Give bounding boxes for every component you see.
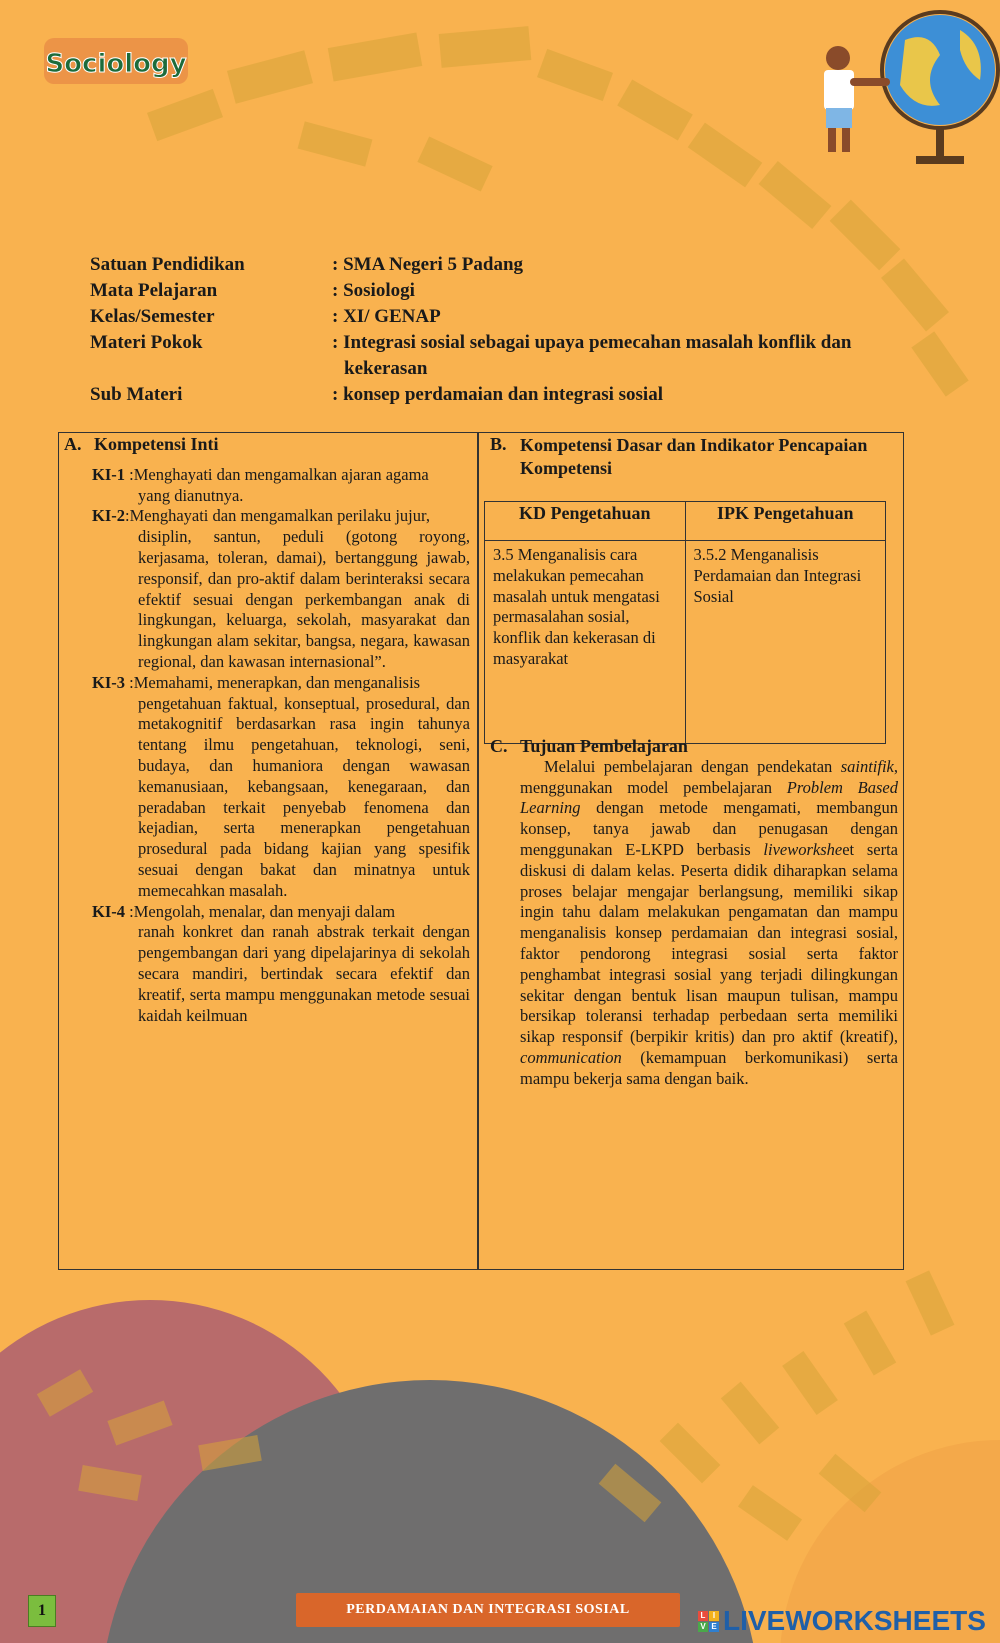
ki-item bbox=[92, 506, 470, 672]
logo-cell: E bbox=[709, 1622, 719, 1632]
header-value: : XI/ GENAP bbox=[332, 306, 441, 327]
para-text: dengan metode mengamati, membangun konsep, tanya jawab dan penugasan dengan menggunakan E-LKPD berbasis bbox=[520, 798, 898, 859]
ki-item bbox=[92, 902, 470, 1027]
logo-cell: L bbox=[698, 1611, 708, 1621]
logo-text: Sociology bbox=[45, 49, 187, 79]
section-tujuan-pembelajaran bbox=[490, 736, 898, 1090]
document-header-info bbox=[90, 252, 910, 408]
table-row bbox=[485, 541, 886, 744]
ki-head-line bbox=[92, 902, 470, 923]
ki-body-text: pengetahuan faktual, konseptual, prosedural, dan metakognitif berdasarkan rasa ingin tahunya tentang ilmu pengetahuan, teknologi, seni, budaya, dan humaniora dengan wawasan kemanusiaan, kebangsaan, kenegaraan, dan peradaban terkait penyebab fenomena dan kejadian, serta menerapkan pengetahuan prosedural pada bidang kajian yang spesifik sesuai dengan bakat dan minatnya untuk memecahkan masalah. bbox=[138, 693, 470, 900]
para-italic: Problem Based Learning bbox=[520, 777, 898, 818]
ki-item bbox=[92, 465, 470, 507]
section-title bbox=[490, 736, 898, 757]
header-row-mapel bbox=[90, 278, 910, 304]
kid-with-globe-illustration bbox=[820, 0, 1000, 180]
ki-code: KI-1 bbox=[92, 464, 125, 484]
para-italic: communication bbox=[520, 1047, 622, 1067]
section-title-text: Kompetensi Dasar dan Indikator Pencapaian Kompetensi bbox=[520, 435, 868, 478]
table-header-ipk: IPK Pengetahuan bbox=[685, 502, 886, 541]
header-label: Satuan Pendidikan bbox=[90, 254, 245, 275]
section-title bbox=[490, 434, 900, 480]
section-letter: B. bbox=[490, 434, 507, 454]
ki-head-line bbox=[92, 673, 470, 694]
column-divider bbox=[477, 432, 479, 1270]
ki-head-line bbox=[92, 506, 470, 527]
section-title-text: Kompetensi Inti bbox=[94, 434, 219, 454]
ki-code: KI-3 bbox=[92, 672, 125, 692]
ki-code: KI-2 bbox=[92, 506, 125, 526]
header-label: Mata Pelajaran bbox=[90, 280, 218, 301]
section-kompetensi-dasar bbox=[490, 434, 900, 490]
section-letter: C. bbox=[490, 736, 508, 756]
header-value-group bbox=[332, 330, 910, 382]
ki-head-line bbox=[92, 465, 470, 486]
para-italic: liveworkshe bbox=[763, 839, 843, 859]
header-row-kelas bbox=[90, 304, 910, 330]
header-row-submateri bbox=[90, 382, 910, 408]
table-cell-kd: 3.5 Menganalisis cara melakukan pemecahan masalah untuk mengatasi permasalahan sosial, konflik dan kekerasan di masyarakat bbox=[485, 541, 686, 744]
header-value-continued: kekerasan bbox=[344, 358, 428, 379]
logo-cell: V bbox=[698, 1622, 708, 1632]
kd-ipk-table bbox=[484, 501, 886, 744]
liveworksheets-brand[interactable] bbox=[698, 1604, 986, 1638]
sociology-logo bbox=[42, 32, 190, 90]
section-title-text: Tujuan Pembelajaran bbox=[520, 736, 688, 756]
header-row-satuan bbox=[90, 252, 910, 278]
header-label: Sub Materi bbox=[90, 384, 183, 405]
para-text: , menggunakan model pembelajaran bbox=[520, 756, 898, 797]
tujuan-paragraph bbox=[520, 757, 898, 1090]
para-text: et serta diskusi di dalam kelas. Peserta didik diharapkan selama proses belajar mengajar berlangsung, memiliki sikap ingin tahu dalam melakukan pengamatan dan mampu menganalisis konsep perdamaian dan integrasi sosial, faktor pendorong integrasi sosial serta faktor penghambat integrasi sosial yang terjadi dilingkungan sekitar dengan bentuk lisan maupun tulisan, mampu bersikap toleransi terhadap perbedaan serta memiliki sikap responsif (berpikir kritis) dan pro aktif (kreatif), bbox=[520, 839, 898, 1047]
header-value: : SMA Negeri 5 Padang bbox=[332, 254, 524, 275]
ki-head-text: :Menghayati dan mengamalkan perilaku jujur, bbox=[125, 506, 430, 526]
header-label: Kelas/Semester bbox=[90, 306, 215, 327]
ki-body-text: ranah konkret dan ranah abstrak terkait dengan pengembangan dari yang dipelajarinya di sekolah secara mandiri, bertindak secara efektif dan kreatif, serta mampu menggunakan metode sesuai kaidah keilmuan bbox=[138, 922, 470, 1025]
ki-head-text: :Menghayati dan mengamalkan ajaran agama bbox=[125, 464, 429, 484]
para-italic: saintifik bbox=[840, 756, 894, 776]
liveworksheets-logo-icon bbox=[698, 1611, 719, 1632]
page-number-badge: 1 bbox=[28, 1595, 56, 1627]
logo-cell: I bbox=[709, 1611, 719, 1621]
table-header-kd: KD Pengetahuan bbox=[485, 502, 686, 541]
table-cell-ipk: 3.5.2 Menganalisis Perdamaian dan Integrasi Sosial bbox=[685, 541, 886, 744]
table-header-row bbox=[485, 502, 886, 541]
section-title bbox=[64, 434, 470, 455]
ki-head-text: :Mengolah, menalar, dan menyaji dalam bbox=[125, 901, 396, 921]
para-text: (kemampuan berkomunikasi) serta mampu bekerja sama dengan baik. bbox=[520, 1047, 898, 1088]
ki-item bbox=[92, 673, 470, 902]
header-value: : konsep perdamaian dan integrasi sosial bbox=[332, 384, 663, 405]
ki-body-text: yang dianutnya. bbox=[138, 485, 244, 505]
header-label: Materi Pokok bbox=[90, 332, 203, 353]
footer-topic-banner: PERDAMAIAN DAN INTEGRASI SOSIAL bbox=[296, 1593, 680, 1627]
section-kompetensi-inti bbox=[64, 434, 470, 1026]
header-row-materi bbox=[90, 330, 910, 382]
header-value: : Integrasi sosial sebagai upaya pemecahan masalah konflik dan bbox=[332, 332, 852, 353]
ki-body-text: disiplin, santun, peduli (gotong royong, kerjasama, toleran, damai), bertanggung jawab, responsif, dan pro-aktif dalam berinteraksi secara efektif sesuai dengan perkembangan anak di lingkungan, keluarga, sekolah, masyarakat dan lingkungan alam sekitar, bangsa, negara, kawasan regional, dan kawasan internasional”. bbox=[138, 527, 470, 671]
header-value: : Sosiologi bbox=[332, 280, 415, 301]
para-text: Melalui pembelajaran dengan pendekatan bbox=[544, 756, 841, 776]
ki-code: KI-4 bbox=[92, 901, 125, 921]
section-letter: A. bbox=[64, 434, 82, 454]
ki-head-text: :Memahami, menerapkan, dan menganalisis bbox=[125, 672, 421, 692]
liveworksheets-wordmark: LIVEWORKSHEETS bbox=[723, 1605, 986, 1636]
